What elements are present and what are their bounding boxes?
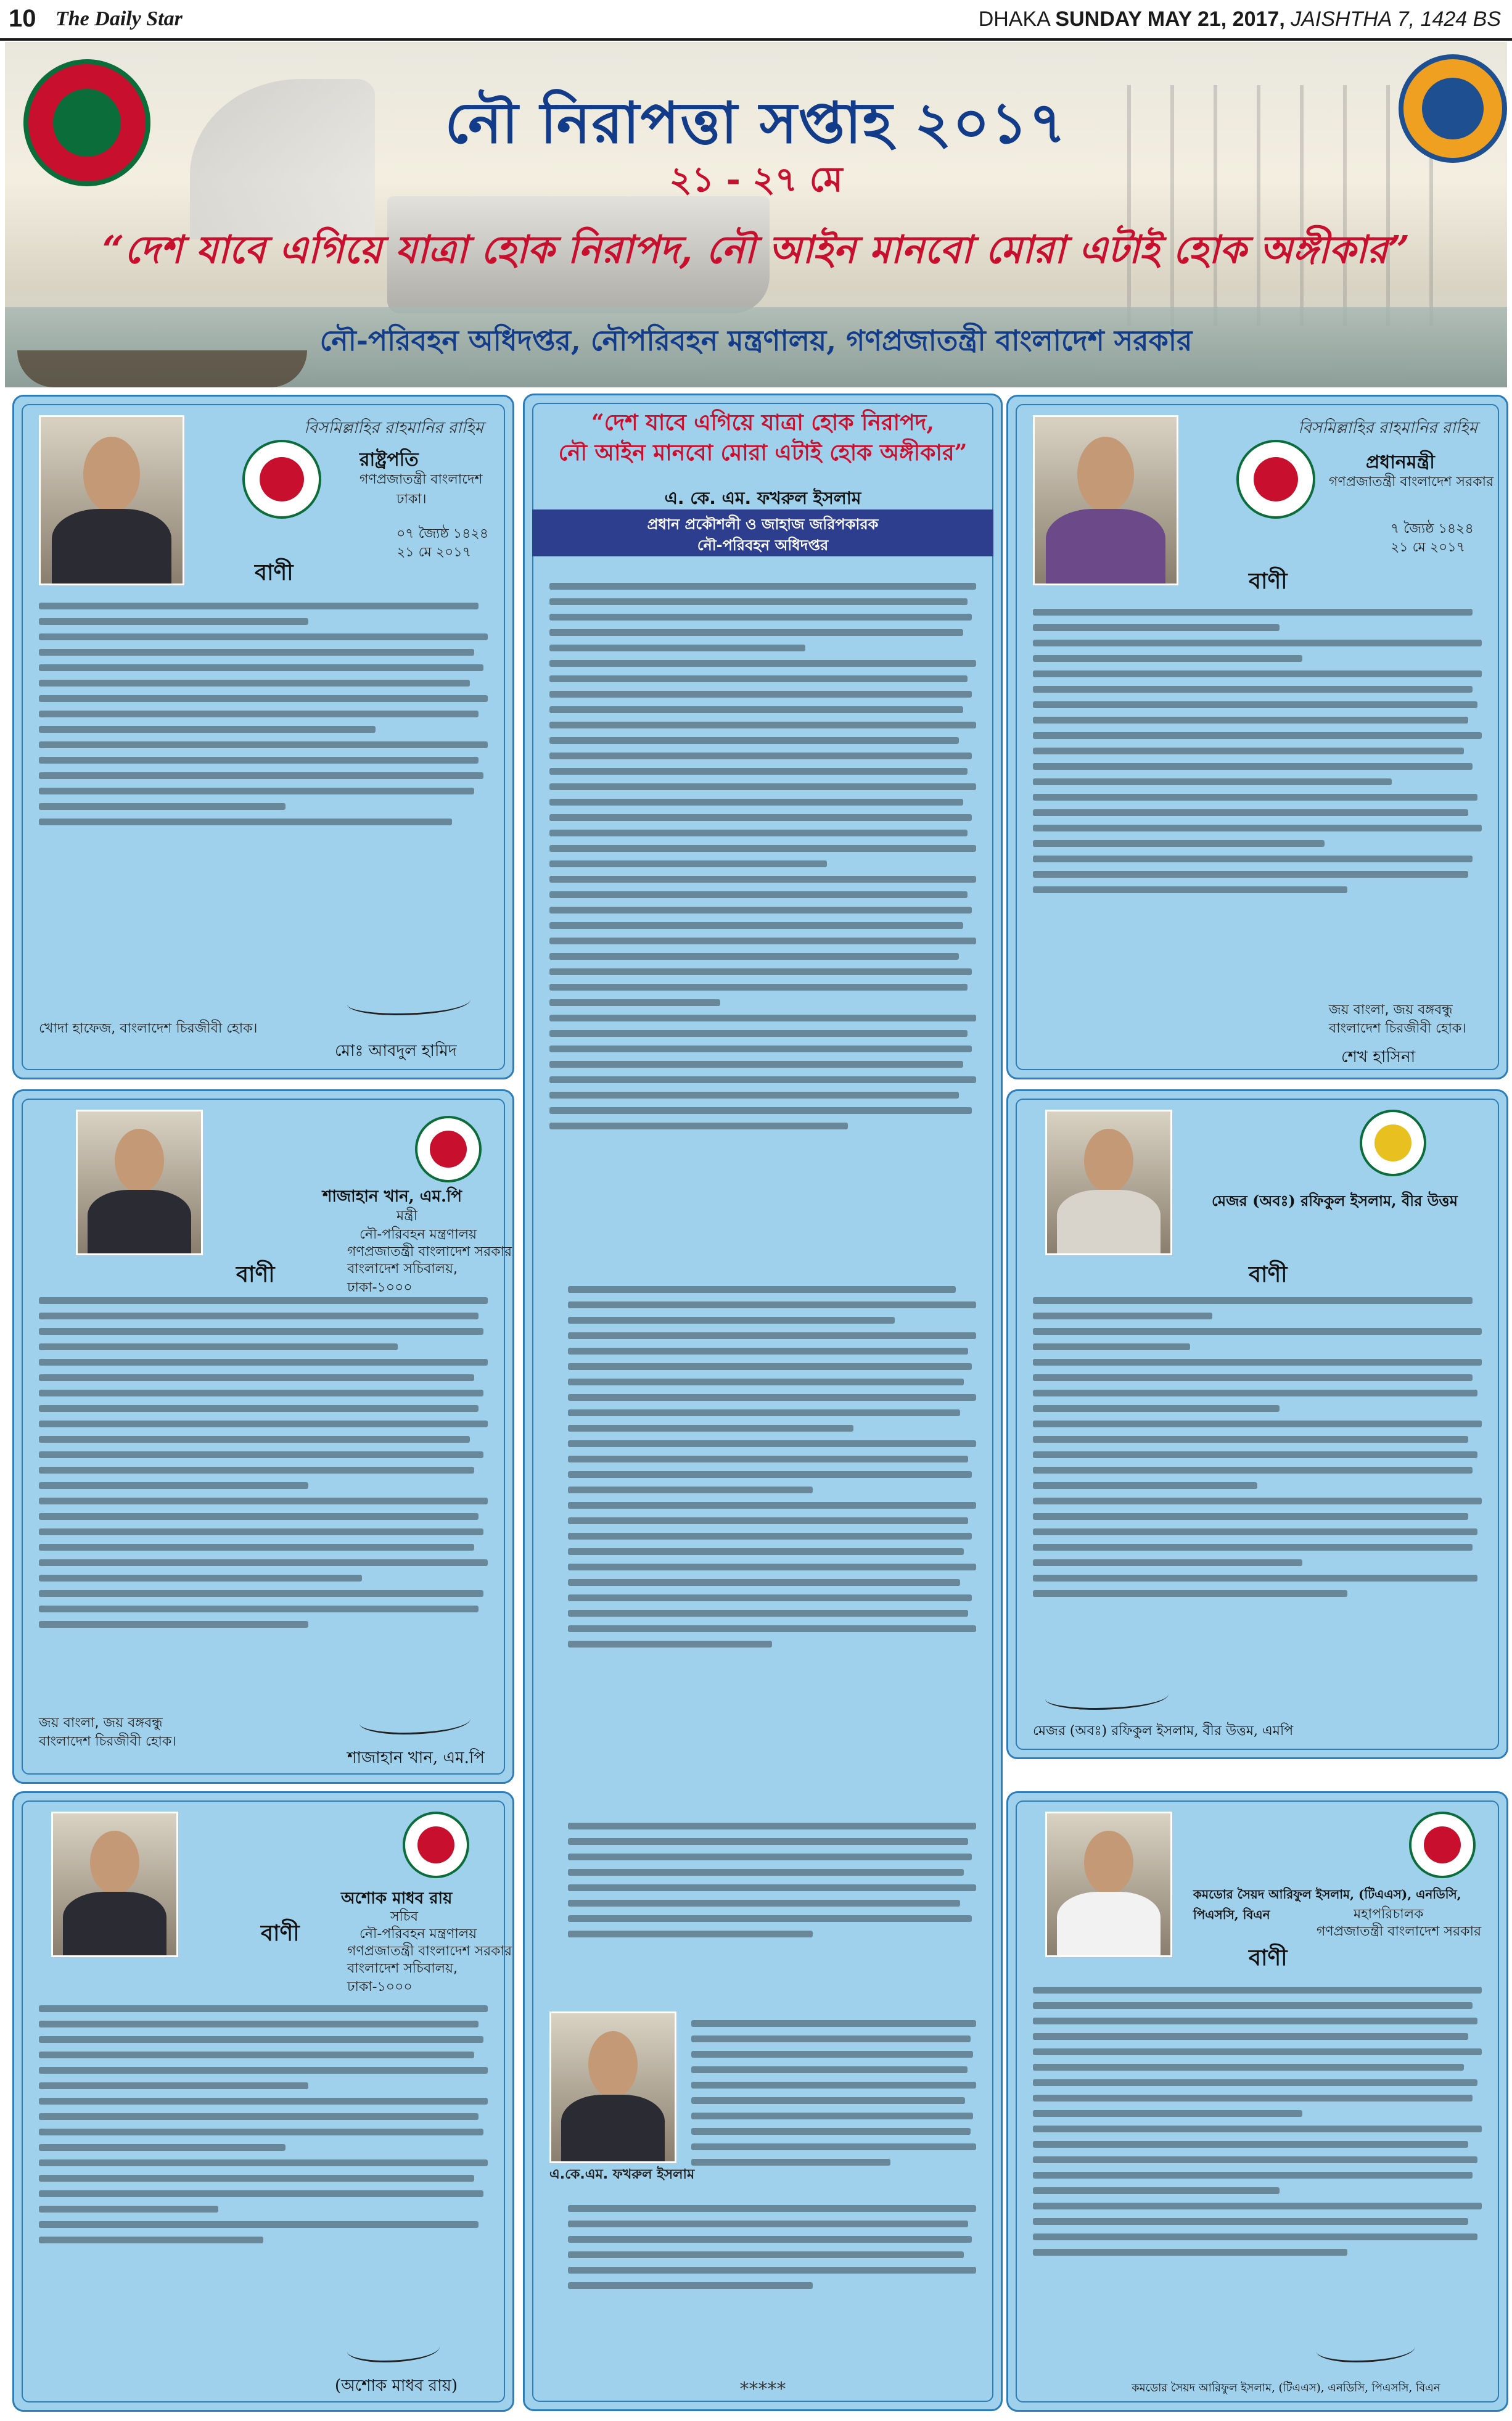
pm-subtitle: গণপ্রজাতন্ত্রী বাংলাদেশ সরকার bbox=[1329, 474, 1494, 490]
minister-closing: জয় বাংলা, জয় বঙ্গবন্ধু বাংলাদেশ চিরজীবী হোক। bbox=[39, 1715, 177, 1749]
article-author-role: প্রধান প্রকৌশলী ও জাহাজ জরিপকারক bbox=[647, 516, 879, 533]
director-general-message-body bbox=[1033, 1978, 1482, 2264]
dateline-city: DHAKA bbox=[978, 7, 1050, 31]
president-message-body bbox=[39, 594, 488, 834]
director-general-role: মহাপরিচালক bbox=[1354, 1907, 1424, 1922]
bismillah: বিসমিল্লাহির রাহমানির রাহিম bbox=[304, 419, 484, 437]
article-bullet-list-1 bbox=[568, 1277, 976, 1656]
newspaper-name: The Daily Star bbox=[55, 7, 183, 30]
secretary-photo bbox=[51, 1812, 178, 1957]
banner bbox=[5, 42, 1507, 387]
director-general-name: কমডোর সৈয়দ আরিফুল ইসলাম, (টিএএস), এনডিসি, পিএসসি, বিএন bbox=[1193, 1887, 1461, 1922]
dateline bbox=[979, 7, 1501, 31]
minister-message-panel bbox=[12, 1089, 514, 1784]
article-author: এ. কে. এম. ফখরুল ইসলাম bbox=[664, 488, 861, 508]
secretary-government: গণপ্রজাতন্ত্রী বাংলাদেশ সরকার bbox=[347, 1944, 512, 1959]
mp-bani-heading: বাণী bbox=[1249, 1261, 1288, 1287]
president-date-english: ২১ মে ২০১৭ bbox=[396, 545, 471, 560]
pm-bani-heading: বাণী bbox=[1249, 568, 1288, 594]
president-closing: খোদা হাফেজ, বাংলাদেশ চিরজীবী হোক। bbox=[39, 1021, 258, 1036]
minister-name: শাজাহান খান, এম.পি bbox=[323, 1187, 462, 1206]
secretary-message-body bbox=[39, 1997, 488, 2252]
president-photo bbox=[39, 415, 184, 585]
article-author-department: নৌ-পরিবহন অধিদপ্তর bbox=[697, 537, 829, 554]
government-seal-icon bbox=[403, 1812, 469, 1878]
minister-government: গণপ্রজাতন্ত্রী বাংলাদেশ সরকার bbox=[347, 1244, 512, 1260]
president-message-panel bbox=[12, 395, 514, 1079]
director-general-signature-name: কমডোর সৈয়দ আরিফুল ইসলাম, (টিএএস), এনডিসি, পিএসসি, বিএন bbox=[1132, 2382, 1440, 2394]
president-emblem-icon bbox=[242, 440, 321, 519]
article-author-band bbox=[532, 509, 993, 556]
pm-date-bangla: ৭ জ্যৈষ্ঠ ১৪২৪ bbox=[1391, 521, 1474, 537]
banner-organization: নৌ-পরিবহন অধিদপ্তর, নৌপরিবহন মন্ত্রণালয়, গণপ্রজাতন্ত্রী বাংলাদেশ সরকার bbox=[319, 324, 1193, 357]
mp-photo bbox=[1045, 1110, 1172, 1255]
director-general-bani-heading: বাণী bbox=[1249, 1945, 1288, 1971]
mp-message-panel bbox=[1006, 1089, 1508, 1759]
dateline-bangla: JAISHTHA 7, 1424 BS bbox=[1291, 7, 1501, 31]
president-title: রাষ্ট্রপতি bbox=[360, 449, 419, 471]
mp-name: মেজর (অবঃ) রফিকুল ইসলাম, বীর উত্তম bbox=[1212, 1192, 1458, 1210]
chief-engineer-article-panel bbox=[523, 394, 1003, 2411]
article-slogan: “দেশ যাবে এগিয়ে যাত্রা হোক নিরাপদ, নৌ আইন মানবো মোরা এটাই হোক অঙ্গীকার” bbox=[558, 410, 968, 466]
secretary-address: বাংলাদেশ সচিবালয়, ঢাকা-১০০০ bbox=[347, 1961, 458, 1995]
pm-photo bbox=[1033, 415, 1178, 585]
secretary-name: অশোক মাধব রায় bbox=[341, 1889, 453, 1908]
article-bullet-list-2 bbox=[568, 1814, 976, 1946]
banner-dates: ২১ - ২৭ মে bbox=[669, 159, 843, 200]
bismillah: বিসমিল্লাহির রাহমানির রাহিম bbox=[1298, 419, 1478, 437]
secretary-ministry: নৌ-পরিবহন মন্ত্রণালয় bbox=[360, 1926, 477, 1942]
director-general-message-panel bbox=[1006, 1791, 1508, 2412]
masthead bbox=[0, 0, 1512, 41]
article-bullet-list-3 bbox=[691, 2011, 976, 2174]
minister-photo bbox=[76, 1110, 203, 1255]
dateline-day: SUNDAY MAY 21, 2017, bbox=[1055, 7, 1285, 31]
banner-title: নৌ নিরাপত্তা সপ্তাহ ২০১৭ bbox=[445, 89, 1067, 156]
minister-bani-heading: বাণী bbox=[236, 1261, 275, 1287]
minister-message-body bbox=[39, 1289, 488, 1636]
president-signature-name: মোঃ আবদুল হামিদ bbox=[335, 1042, 457, 1060]
pm-date-english: ২১ মে ২০১৭ bbox=[1391, 540, 1465, 555]
minister-address: বাংলাদেশ সচিবালয়, ঢাকা-১০০০ bbox=[347, 1261, 458, 1295]
article-end-mark: ***** bbox=[739, 2378, 786, 2400]
article-body-intro bbox=[549, 574, 976, 1138]
page-number: 10 bbox=[9, 5, 36, 32]
pm-closing: জয় বাংলা, জয় বঙ্গবন্ধু বাংলাদেশ চিরজীবী হোক। bbox=[1329, 1002, 1467, 1036]
secretary-role: সচিব bbox=[390, 1909, 418, 1924]
banner-slogan: “দেশ যাবে এগিয়ে যাত্রা হোক নিরাপদ, নৌ আইন মানবো মোরা এটাই হোক অঙ্গীকার” bbox=[102, 227, 1410, 272]
secretary-signature-name: (অশোক মাধব রায়) bbox=[335, 2377, 458, 2395]
president-city: ঢাকা। bbox=[396, 492, 427, 507]
director-general-government: গণপ্রজাতন্ত্রী বাংলাদেশ সরকার bbox=[1317, 1924, 1482, 1939]
government-seal-icon bbox=[415, 1116, 482, 1182]
government-seal-icon bbox=[1409, 1812, 1476, 1878]
pm-emblem-icon bbox=[1236, 440, 1315, 519]
secretary-bani-heading: বাণী bbox=[261, 1920, 300, 1946]
mp-message-body bbox=[1033, 1289, 1482, 1606]
minister-signature-name: শাজাহান খান, এম.পি bbox=[347, 1749, 485, 1767]
director-general-photo bbox=[1045, 1812, 1172, 1957]
secretary-message-panel bbox=[12, 1791, 514, 2412]
article-conclusion bbox=[568, 2196, 976, 2298]
minister-role: মন্ত্রী bbox=[396, 1208, 417, 1224]
president-subtitle: গণপ্রজাতন্ত্রী বাংলাদেশ bbox=[360, 472, 483, 487]
pm-title: প্রধানমন্ত্রী bbox=[1366, 452, 1435, 473]
mp-signature-name: মেজর (অবঃ) রফিকুল ইসলাম, বীর উত্তম, এমপি bbox=[1033, 1723, 1294, 1739]
article-author-photo bbox=[549, 2011, 676, 2163]
organization-emblem-icon bbox=[1360, 1110, 1426, 1176]
article-photo-caption: এ.কে.এম. ফখরুল ইসলাম bbox=[549, 2167, 695, 2182]
pm-signature-name: শেখ হাসিনা bbox=[1341, 1048, 1416, 1066]
president-date-bangla: ০৭ জ্যৈষ্ঠ ১৪২৪ bbox=[396, 526, 489, 542]
president-bani-heading: বাণী bbox=[255, 559, 294, 585]
minister-ministry: নৌ-পরিবহন মন্ত্রণালয় bbox=[360, 1227, 477, 1242]
pm-message-body bbox=[1033, 600, 1482, 902]
pm-message-panel bbox=[1006, 395, 1508, 1079]
